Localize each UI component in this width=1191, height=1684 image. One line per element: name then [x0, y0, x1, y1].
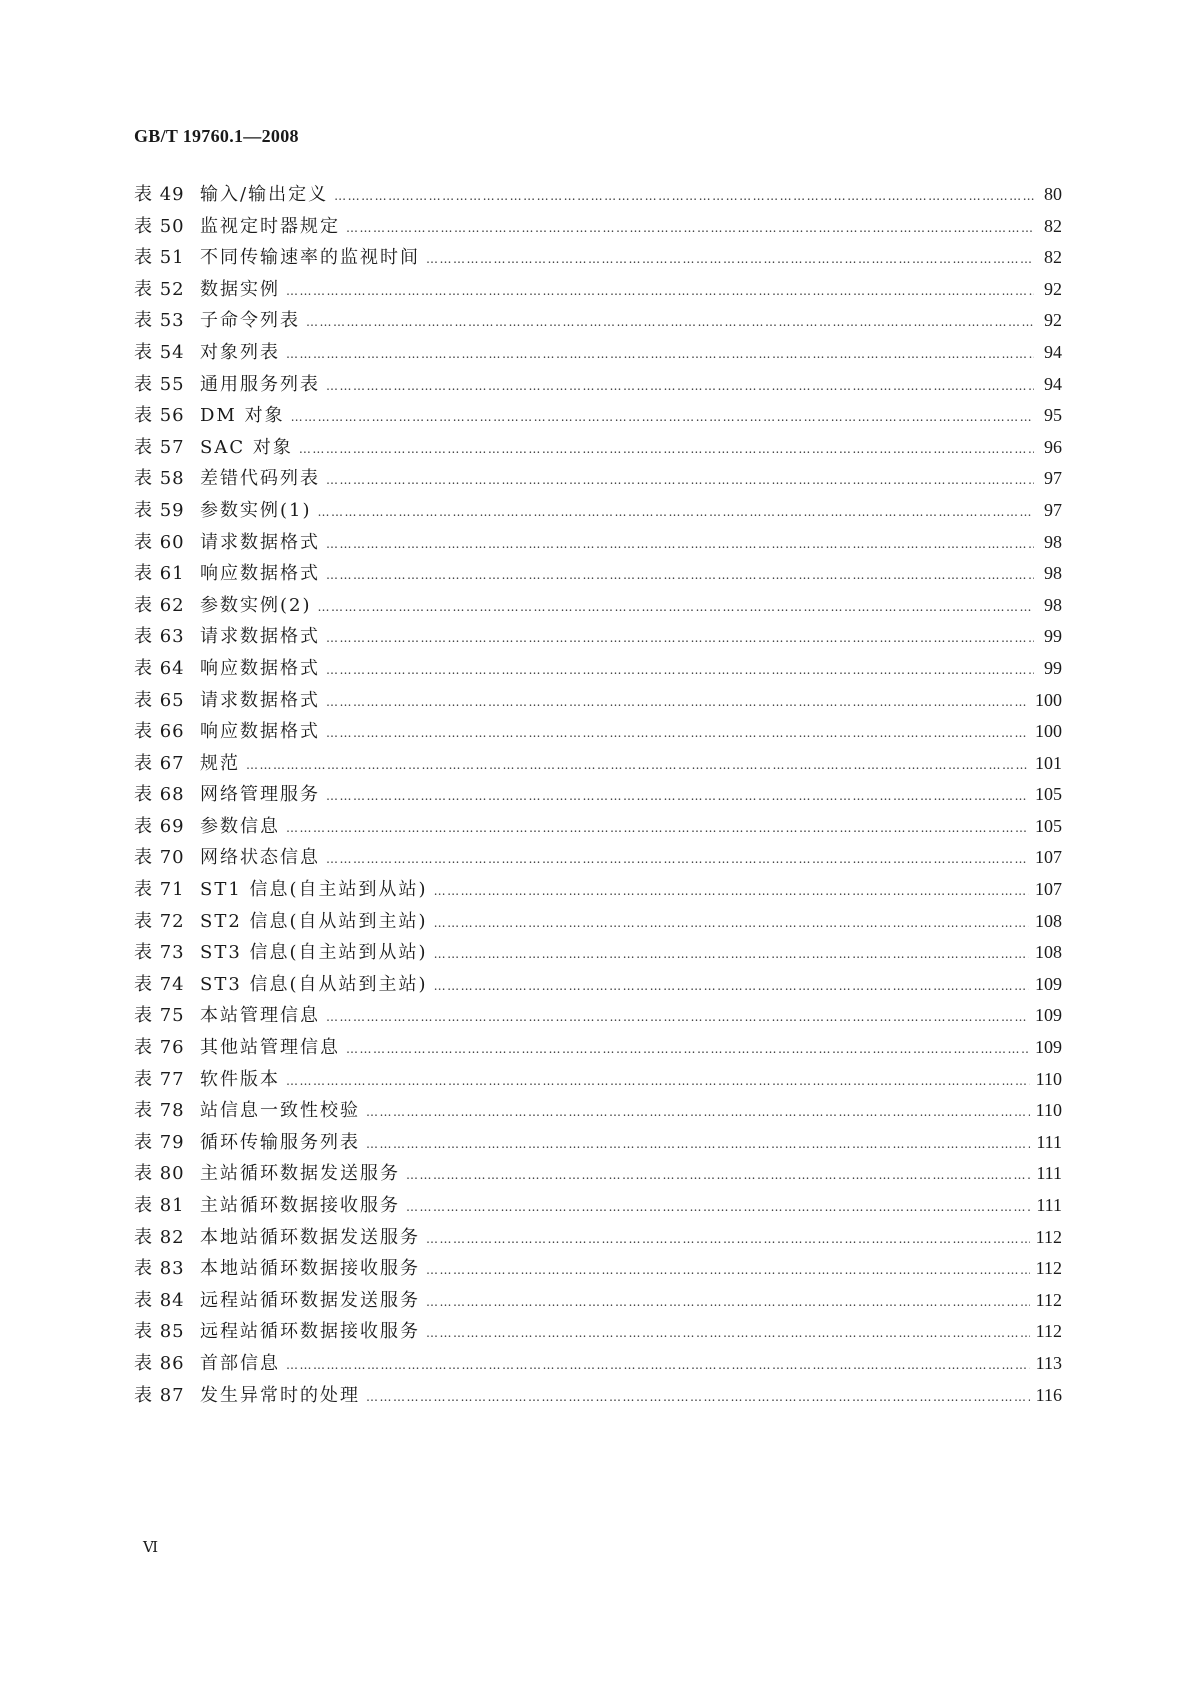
toc-entry-number: 表 80: [134, 1163, 185, 1185]
toc-entry-page: 109: [1035, 973, 1062, 994]
toc-entry-number: 表 56: [134, 405, 185, 427]
toc-entry-number: 表 68: [134, 784, 185, 806]
toc-entry-page: 96: [1044, 436, 1062, 457]
toc-entry-page: 105: [1035, 815, 1062, 836]
dot-leader: [346, 1034, 1029, 1066]
page-number: Ⅵ: [143, 1540, 159, 1556]
toc-entry-title: 子命令列表: [200, 310, 300, 332]
toc-entry[interactable]: [134, 179, 1062, 211]
dot-leader: [426, 1255, 1030, 1287]
toc-entry-page: 110: [1035, 1068, 1062, 1089]
toc-entry-title: 远程站循环数据接收服务: [200, 1321, 420, 1343]
toc-entry-number: 表 62: [134, 594, 185, 616]
toc-entry-number: 表 79: [134, 1131, 185, 1153]
toc-entry-number: 表 71: [134, 879, 185, 901]
toc-entry-number: 表 86: [134, 1352, 185, 1374]
toc-entry-title: 参数实例(1): [200, 499, 312, 521]
toc-entry-title: 远程站循环数据发送服务: [200, 1289, 420, 1311]
toc-entry-number: 表 61: [134, 563, 185, 585]
dot-leader: [326, 687, 1029, 719]
toc-entry-page: 112: [1035, 1226, 1062, 1247]
toc-entry-title: ST3 信息(自主站到从站): [200, 942, 428, 964]
toc-entry-number: 表 65: [134, 689, 185, 711]
dot-leader: [326, 371, 1034, 403]
toc-entry[interactable]: [134, 274, 1062, 306]
toc-entry-page: 116: [1035, 1384, 1062, 1405]
toc-entry[interactable]: [134, 242, 1062, 274]
toc-entry[interactable]: [134, 842, 1062, 874]
toc-entry-title: 本站管理信息: [200, 1005, 320, 1027]
toc-entry[interactable]: [134, 685, 1062, 717]
toc-entry-title: 网络管理服务: [200, 784, 320, 806]
toc-entry-page: 92: [1044, 278, 1062, 299]
dot-leader: [246, 750, 1029, 782]
dot-leader: [318, 592, 1035, 624]
toc-entry[interactable]: [134, 211, 1062, 243]
dot-leader: [434, 876, 1029, 908]
toc-entry-page: 112: [1035, 1258, 1062, 1279]
toc-entry-number: 表 83: [134, 1258, 185, 1280]
toc-entry[interactable]: [134, 527, 1062, 559]
toc-entry-page: 98: [1044, 594, 1062, 615]
toc-entry[interactable]: [134, 305, 1062, 337]
toc-entry[interactable]: [134, 1253, 1062, 1285]
toc-entry-title: 响应数据格式: [200, 657, 320, 679]
dot-leader: [334, 181, 1034, 213]
toc-entry-number: 表 85: [134, 1321, 185, 1343]
toc-entry-page: 82: [1044, 247, 1062, 268]
toc-entry-page: 92: [1044, 310, 1062, 331]
toc-entry[interactable]: [134, 748, 1062, 780]
toc-entry-page: 94: [1044, 373, 1062, 394]
toc-entry[interactable]: [134, 1158, 1062, 1190]
toc-entry-page: 108: [1035, 942, 1062, 963]
toc-entry-page: 111: [1036, 1195, 1062, 1215]
toc-entry-title: SAC 对象: [200, 436, 293, 458]
toc-entry-page: 98: [1044, 563, 1062, 584]
dot-leader: [318, 497, 1035, 529]
toc-entry-title: 主站循环数据接收服务: [200, 1195, 400, 1216]
toc-entry-number: 表 76: [134, 1037, 185, 1059]
toc-entry-page: 82: [1044, 215, 1062, 236]
toc-entry-page: 107: [1035, 879, 1062, 900]
toc-entry[interactable]: [134, 1127, 1062, 1159]
dot-leader: [366, 1097, 1030, 1129]
toc-entry-number: 表 55: [134, 373, 185, 395]
dot-leader: [326, 781, 1029, 813]
standard-code: GB/T 19760.1—2008: [134, 126, 299, 146]
toc-entry[interactable]: [134, 558, 1062, 590]
dot-leader: [426, 244, 1034, 276]
dot-leader: [406, 1192, 1030, 1224]
toc-entry-number: 表 84: [134, 1289, 185, 1311]
toc-entry-title: 通用服务列表: [200, 373, 320, 395]
toc-entry-page: 95: [1044, 405, 1062, 426]
toc-entry-page: 94: [1044, 341, 1062, 362]
toc-entry[interactable]: [134, 1380, 1062, 1412]
toc-entry-title: 响应数据格式: [200, 721, 320, 743]
toc-entry-number: 表 70: [134, 847, 185, 869]
toc-entry-number: 表 51: [134, 247, 185, 269]
toc-entry[interactable]: [134, 937, 1062, 969]
toc-entry-title: ST1 信息(自主站到从站): [200, 879, 428, 901]
toc-entry-title: 请求数据格式: [200, 626, 320, 648]
toc-entry-number: 表 72: [134, 910, 185, 932]
toc-entry-number: 表 58: [134, 468, 185, 490]
toc-entry-title: 软件版本: [200, 1068, 280, 1090]
toc-entry-number: 表 82: [134, 1226, 185, 1248]
toc-entry-number: 表 78: [134, 1100, 185, 1122]
toc-entry-title: 参数信息: [200, 815, 280, 837]
toc-entry-number: 表 81: [134, 1195, 185, 1216]
toc-entry-page: 110: [1035, 1100, 1062, 1121]
toc-entry-number: 表 64: [134, 657, 185, 679]
toc-entry-page: 108: [1035, 910, 1062, 931]
toc-entry-title: 监视定时器规定: [200, 215, 340, 237]
toc-entry-title: 参数实例(2): [200, 594, 312, 616]
toc-entry-number: 表 66: [134, 721, 185, 743]
dot-leader: [426, 1318, 1030, 1350]
toc-entry[interactable]: [134, 1348, 1062, 1380]
toc-entry-title: ST3 信息(自从站到主站): [200, 973, 428, 995]
dot-leader: [286, 813, 1029, 845]
toc-entry-number: 表 60: [134, 531, 185, 553]
dot-leader: [426, 1287, 1030, 1319]
toc-entry-number: 表 73: [134, 942, 185, 964]
toc-entry[interactable]: [134, 463, 1062, 495]
toc-entry-title: 响应数据格式: [200, 563, 320, 585]
toc-entry-number: 表 77: [134, 1068, 185, 1090]
toc-entry[interactable]: [134, 1222, 1062, 1254]
dot-leader: [291, 402, 1034, 434]
toc-entry-page: 111: [1036, 1163, 1062, 1184]
dot-leader: [326, 718, 1029, 750]
dot-leader: [434, 939, 1029, 971]
toc-entry-title: 本地站循环数据接收服务: [200, 1258, 420, 1280]
toc-entry[interactable]: [134, 369, 1062, 401]
dot-leader: [286, 276, 1034, 308]
toc-entry[interactable]: [134, 1316, 1062, 1348]
toc-entry-title: 对象列表: [200, 341, 280, 363]
standard-code-header: [134, 126, 299, 147]
toc-entry-number: 表 49: [134, 184, 185, 205]
dot-leader: [426, 1224, 1030, 1256]
toc-entry-page: 111: [1036, 1131, 1062, 1152]
toc-entry[interactable]: [134, 1032, 1062, 1064]
toc-entry[interactable]: [134, 590, 1062, 622]
toc-entry-title: DM 对象: [200, 405, 285, 427]
dot-leader: [299, 434, 1034, 466]
toc-entry[interactable]: [134, 779, 1062, 811]
dot-leader: [326, 1002, 1029, 1034]
dot-leader: [326, 529, 1034, 561]
toc-entry-page: 100: [1035, 721, 1062, 742]
toc-entry-title: 循环传输服务列表: [200, 1131, 360, 1153]
toc-entry-number: 表 75: [134, 1005, 185, 1027]
dot-leader: [286, 339, 1034, 371]
toc-entry-page: 112: [1035, 1289, 1062, 1310]
toc-entry-number: 表 50: [134, 215, 185, 237]
toc-entry-title: 其他站管理信息: [200, 1037, 340, 1059]
toc-entry-number: 表 63: [134, 626, 185, 648]
toc-entry-title: 输入/输出定义: [200, 184, 329, 205]
toc-entry[interactable]: [134, 1000, 1062, 1032]
toc-entry-title: 站信息一致性校验: [200, 1100, 360, 1122]
toc-entry-title: 不同传输速率的监视时间: [200, 247, 420, 269]
toc-entry[interactable]: [134, 906, 1062, 938]
toc-entry-number: 表 57: [134, 436, 185, 458]
toc-entry-page: 113: [1035, 1352, 1062, 1373]
dot-leader: [346, 213, 1034, 245]
toc-entry-page: 112: [1035, 1321, 1062, 1342]
dot-leader: [326, 844, 1029, 876]
toc-entry-page: 97: [1044, 468, 1062, 489]
dot-leader: [326, 560, 1034, 592]
toc-entry-number: 表 59: [134, 499, 185, 521]
toc-entry[interactable]: [134, 1064, 1062, 1096]
toc-entry-page: 101: [1035, 752, 1062, 773]
toc-entry[interactable]: [134, 874, 1062, 906]
toc-entry-title: 请求数据格式: [200, 689, 320, 711]
toc-entry-number: 表 54: [134, 341, 185, 363]
toc-entry[interactable]: [134, 400, 1062, 432]
toc-entry-number: 表 67: [134, 752, 185, 774]
toc-entry[interactable]: [134, 716, 1062, 748]
toc-entry-number: 表 53: [134, 310, 185, 332]
toc-entry-number: 表 52: [134, 278, 185, 300]
dot-leader: [406, 1160, 1030, 1192]
dot-leader: [434, 971, 1029, 1003]
toc-entry[interactable]: [134, 811, 1062, 843]
dot-leader: [306, 307, 1034, 339]
toc-entry[interactable]: [134, 653, 1062, 685]
toc-entry[interactable]: [134, 969, 1062, 1001]
toc-entry[interactable]: [134, 432, 1062, 464]
toc-entry-page: 109: [1035, 1037, 1062, 1058]
toc-entry-title: 规范: [200, 752, 240, 774]
toc-entry-title: 请求数据格式: [200, 531, 320, 553]
toc-entry-page: 99: [1044, 657, 1062, 678]
toc-entry[interactable]: [134, 1285, 1062, 1317]
toc-entry-title: 本地站循环数据发送服务: [200, 1226, 420, 1248]
dot-leader: [286, 1066, 1030, 1098]
toc-entry[interactable]: [134, 495, 1062, 527]
toc-entry[interactable]: [134, 621, 1062, 653]
toc-entry-title: 网络状态信息: [200, 847, 320, 869]
toc-entry-title: 首部信息: [200, 1352, 280, 1374]
toc-entry-page: 80: [1044, 184, 1062, 204]
toc-entry-title: 数据实例: [200, 278, 280, 300]
toc-entry-page: 107: [1035, 847, 1062, 868]
toc-entry-page: 109: [1035, 1005, 1062, 1026]
toc-entry-page: 97: [1044, 499, 1062, 520]
toc-entry-number: 表 69: [134, 815, 185, 837]
toc-entry-number: 表 87: [134, 1384, 185, 1406]
dot-leader: [366, 1382, 1030, 1414]
toc-entry[interactable]: [134, 337, 1062, 369]
toc-entry-page: 105: [1035, 784, 1062, 805]
toc-entry-title: 主站循环数据发送服务: [200, 1163, 400, 1185]
toc-entry-title: 发生异常时的处理: [200, 1384, 360, 1406]
toc-entry-page: 99: [1044, 626, 1062, 647]
toc-entry-title: 差错代码列表: [200, 468, 320, 490]
toc-entry-number: 表 74: [134, 973, 185, 995]
dot-leader: [326, 623, 1034, 655]
toc-entry-page: 100: [1035, 689, 1062, 710]
toc-entry-page: 98: [1044, 531, 1062, 552]
dot-leader: [326, 465, 1034, 497]
toc-entry[interactable]: [134, 1190, 1062, 1222]
dot-leader: [326, 655, 1034, 687]
dot-leader: [286, 1350, 1030, 1382]
dot-leader: [366, 1129, 1030, 1161]
table-list: [134, 179, 1062, 1411]
toc-entry-title: ST2 信息(自从站到主站): [200, 910, 428, 932]
toc-entry[interactable]: [134, 1095, 1062, 1127]
dot-leader: [434, 908, 1029, 940]
